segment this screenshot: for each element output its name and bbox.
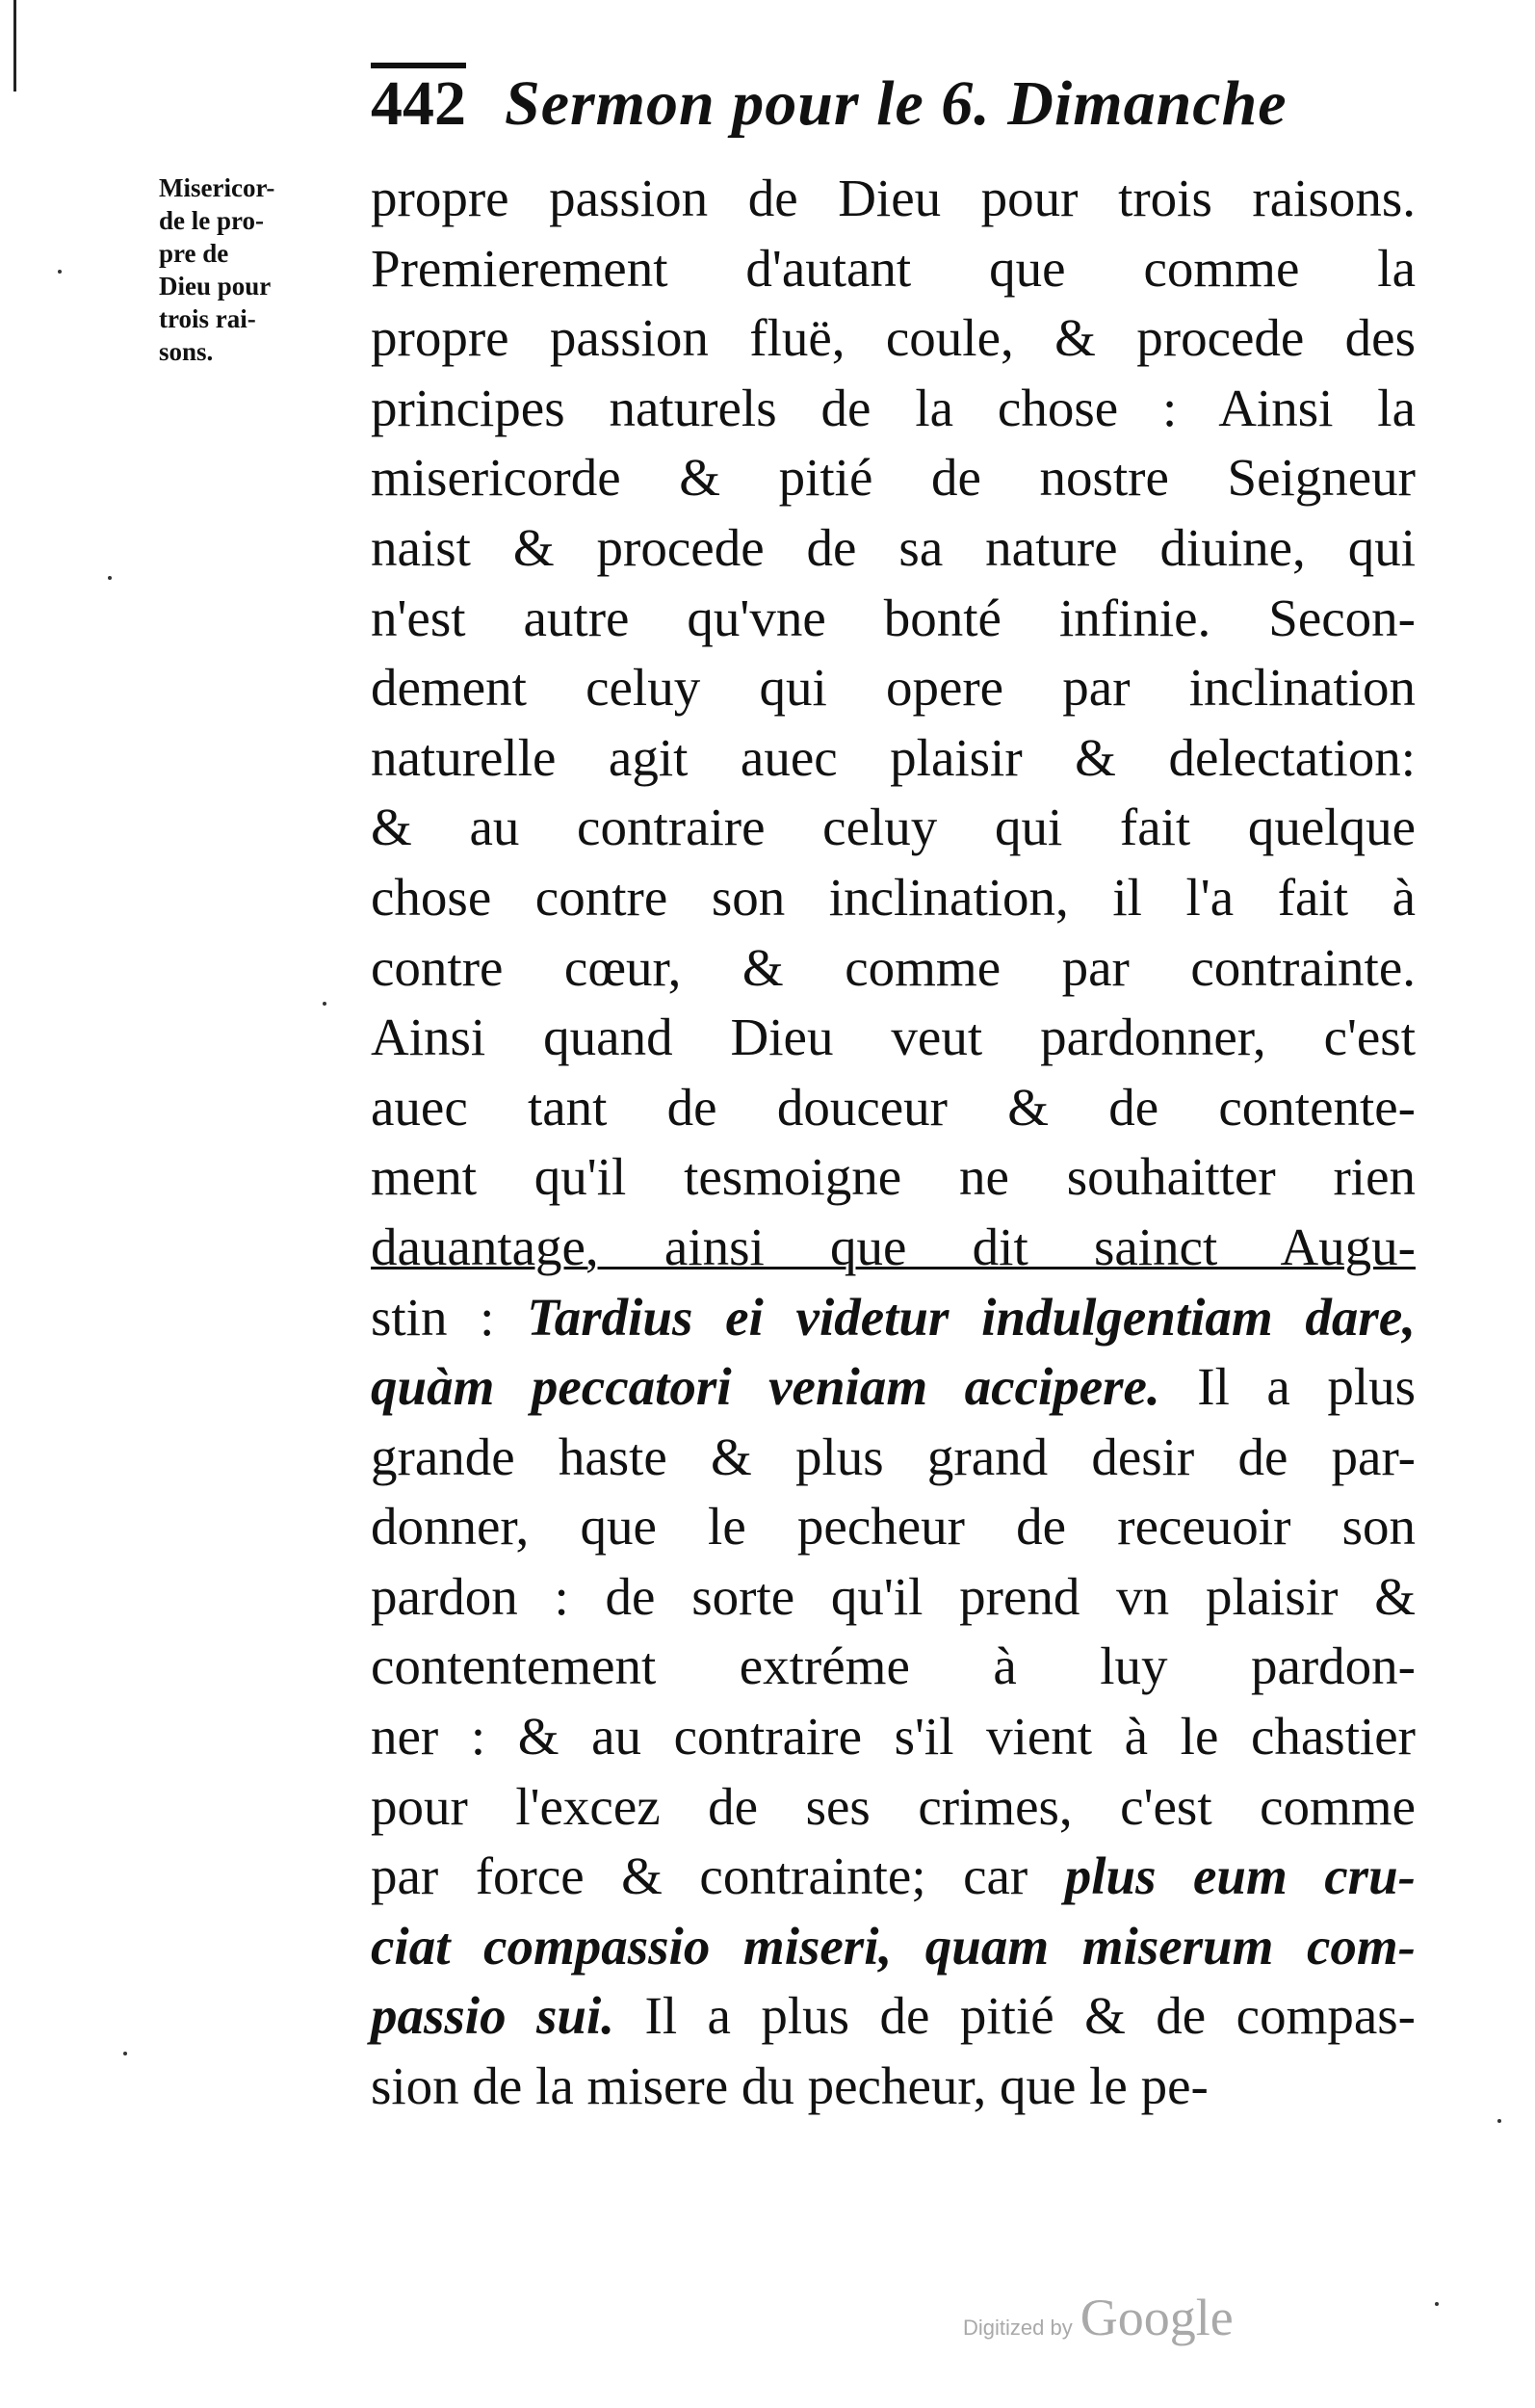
- text-line: naist & procede de sa nature diuine, qui: [371, 517, 1416, 577]
- text-line: [371, 1912, 1416, 1982]
- text-line: propre passion de Dieu pour trois raisons.: [371, 169, 1416, 227]
- marginal-note: [159, 171, 371, 368]
- marginal-note-line: Dieu pour: [159, 272, 272, 301]
- running-header: [371, 67, 1334, 154]
- text-line: naturelle agit auec plaisir & delectation:: [371, 727, 1416, 787]
- digitized-watermark: [963, 2288, 1234, 2347]
- page-number: 442: [371, 68, 466, 139]
- print-speck: [1497, 2119, 1501, 2123]
- print-speck: [1435, 2302, 1439, 2306]
- text-line: pour l'excez de ses crimes, c'est comme: [371, 1776, 1416, 1836]
- text-fragment: par force & contrainte; car: [371, 1846, 1065, 1906]
- text-line: pardon : de sorte qu'il prend vn plaisir &: [371, 1566, 1416, 1626]
- text-fragment: Il a plus de pitié & de compas-: [614, 1986, 1416, 2046]
- marginal-note-line: Misericor-: [159, 173, 275, 202]
- text-line: principes naturels de la chose : Ainsi la: [371, 378, 1416, 437]
- text-line: donner, que le pecheur de receuoir son: [371, 1497, 1416, 1557]
- text-line: grande haste & plus grand desir de par-: [371, 1426, 1416, 1486]
- text-line: [371, 1352, 1416, 1423]
- text-line: Premierement d'autant que comme la: [371, 238, 1416, 298]
- text-line: dement celuy qui opere par inclination: [371, 658, 1416, 718]
- latin-quotation: quàm peccatori veniam accipere.: [371, 1357, 1160, 1417]
- latin-quotation: plus eum cru-: [1064, 1846, 1416, 1906]
- watermark-prefix: Digitized by: [963, 2316, 1073, 2340]
- text-line: [371, 1981, 1416, 2052]
- text-line: n'est autre qu'vne bonté infinie. Secon-: [371, 588, 1416, 647]
- text-line: propre passion fluë, coule, & procede des: [371, 308, 1416, 368]
- text-line: [371, 1842, 1416, 1912]
- text-line: ment qu'il tesmoigne ne souhaitter rien: [371, 1147, 1416, 1207]
- text-line: ner : & au contraire s'il vient à le chastier: [371, 1707, 1416, 1767]
- text-line: & au contraire celuy qui fait quelque: [371, 798, 1416, 857]
- latin-quotation: ciat compassio miseri, quam miserum com-: [371, 1916, 1416, 1976]
- text-line-underlined: dauantage, ainsi que dit sainct Augu-: [371, 1217, 1416, 1276]
- text-fragment: stin :: [371, 1287, 528, 1347]
- text-line: chose contre son inclination, il l'a fait à: [371, 867, 1416, 927]
- text-line: [371, 1283, 1416, 1353]
- marginal-note-line: pre de: [159, 239, 229, 268]
- print-speck: [58, 270, 62, 274]
- text-line: auec tant de douceur & de contente-: [371, 1077, 1416, 1137]
- text-fragment: Il a plus: [1159, 1357, 1416, 1417]
- text-line: misericorde & pitié de nostre Seigneur: [371, 448, 1416, 508]
- watermark-brand: Google: [1080, 2289, 1234, 2346]
- text-line: contre cœur, & comme par contrainte.: [371, 937, 1416, 997]
- running-title: Sermon pour le 6. Dimanche: [505, 68, 1288, 139]
- body-text: [371, 164, 1416, 2122]
- text-line: sion de la misere du pecheur, que le pe-: [371, 2056, 1209, 2116]
- text-line: contentement extréme à luy pardon-: [371, 1636, 1416, 1696]
- marginal-note-line: de le pro-: [159, 206, 264, 235]
- latin-quotation: Tardius ei videtur indulgentiam dare,: [527, 1287, 1416, 1347]
- print-speck: [323, 1002, 326, 1006]
- print-speck: [123, 2052, 127, 2055]
- print-speck: [108, 576, 112, 580]
- marginal-note-line: trois rai-: [159, 304, 256, 333]
- marginal-note-line: sons.: [159, 337, 214, 366]
- latin-quotation: passio sui.: [371, 1986, 615, 2046]
- text-line: Ainsi quand Dieu veut pardonner, c'est: [371, 1008, 1416, 1067]
- gutter-line: [13, 0, 16, 92]
